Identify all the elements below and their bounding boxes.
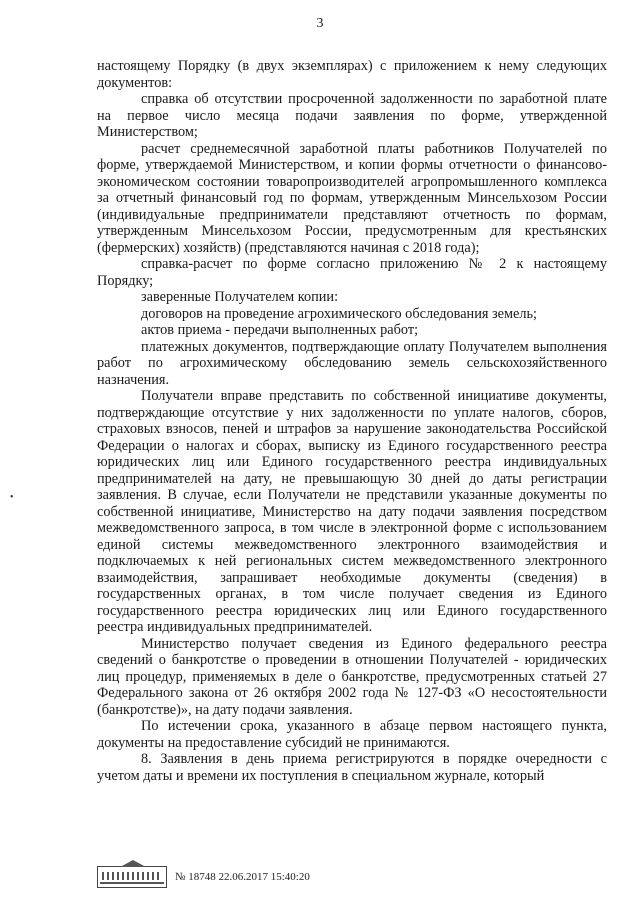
stamp-text: № 18748 22.06.2017 15:40:20 bbox=[175, 871, 310, 883]
paragraph-item: справка об отсутствии просроченной задолженности по заработной плате на первое число месяца подачи заявления по форме, утвержденной Министерством; bbox=[97, 91, 607, 140]
paragraph-body: Получатели вправе представить по собственной инициативе документы, подтверждающие отсутствие у них задолженности по уплате налогов, сборов, страховых взносов, пеней и штрафов за нарушение законодательства Российской Федерации о налогах и сборах, выписку из Единого государственного реестра юридических лиц или Единого государственного реестра индивидуальных предпринимателей на дату, не превышающую 30 дней до даты регистрации заявления. В случае, если Получатели не представили указанные документы по собственной инициативе, Министерство на дату подачи заявления посредством межведомственного запроса, в том числе в электронной форме с использованием единой системы межведомственного электронного взаимодействия и подключаемых к ней региональных систем межведомственного электронного взаимодействия, запрашивает необходимые документы (сведения) в государственных органах, в том числе получает сведения из Единого государственного реестра юридических лиц или Единого государственного реестра индивидуальных предпринимателей. bbox=[97, 388, 607, 635]
paragraph-subitem: актов приема - передачи выполненных работ; bbox=[141, 322, 419, 338]
document-body bbox=[97, 58, 607, 784]
paragraph-subitem: платежных документов, подтверждающие оплату Получателем выполнения работ по агрохимическому обследованию земель сельскохозяйственного назначения. bbox=[97, 338, 607, 388]
paragraph-item: заверенные Получателем копии: bbox=[141, 289, 339, 305]
page-number: 3 bbox=[316, 16, 324, 31]
paragraph-body: По истечении срока, указанного в абзаце первом настоящего пункта, документы на предоставление субсидий не принимаются. bbox=[97, 718, 607, 751]
registration-stamp bbox=[97, 866, 310, 888]
margin-mark: • bbox=[10, 492, 14, 503]
building-logo-icon bbox=[97, 866, 167, 888]
paragraph-clause: 8. Заявления в день приема регистрируются в порядке очередности с учетом даты и времени их поступления в специальном журнале, который bbox=[97, 751, 607, 784]
paragraph-item: справка-расчет по форме согласно приложению № 2 к настоящему Порядку; bbox=[97, 256, 607, 289]
paragraph-body: Министерство получает сведения из Единого федерального реестра сведений о банкротстве о проведении в отношении Получателей - юридических лиц процедур, применяемых в деле о банкротстве, предусмотренных статьей 27 Федерального закона от 26 октября 2002 года № 127-ФЗ «О несостоятельности (банкротстве)», на дату подачи заявления. bbox=[97, 635, 607, 718]
paragraph-subitem: договоров на проведение агрохимического обследования земель; bbox=[141, 305, 538, 322]
paragraph-item: расчет среднемесячной заработной платы работников Получателей по форме, утверждаемой Министерством, и копии формы отчетности о финансово-экономическом состоянии товаропроизводителей агропромышленного комплекса за отчетный финансовый год по формам, утвержденным Минсельхозом России (индивидуальные предприниматели представляют отчетность по формам, утвержденным Минсельхозом России, предусмотренным для крестьянских (фермерских) хозяйств) (представляются начиная с 2018 года); bbox=[97, 140, 607, 256]
paragraph-intro: настоящему Порядку (в двух экземплярах) с приложением к нему следующих документов: bbox=[97, 58, 607, 91]
